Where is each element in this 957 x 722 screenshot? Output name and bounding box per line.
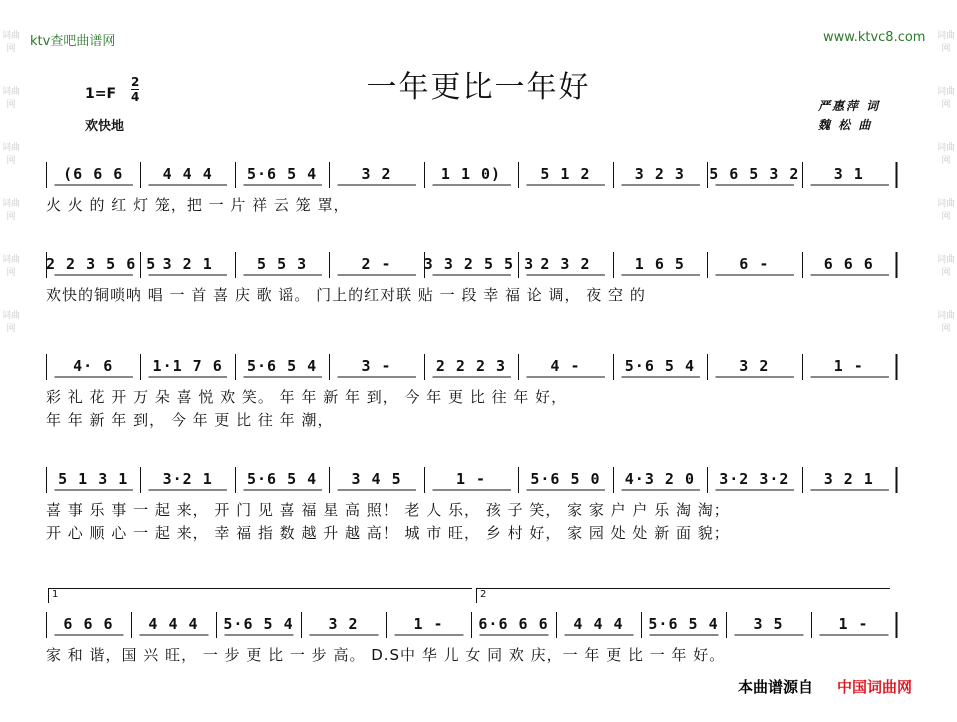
- meter-top: 2: [131, 75, 140, 89]
- measure: 2 3 2: [540, 255, 591, 273]
- measure: 1·1 7 6: [152, 357, 223, 375]
- lyric-line: 开 心 顺 心 一 起 来， 幸 福 指 数 越 升 越 高！ 城 市 旺， 乡 村 好， 家 园 处 处 新 面 貌；: [46, 524, 730, 542]
- measure: 4 4 4: [162, 165, 213, 183]
- measure: 5 6 5 3 2: [709, 165, 800, 183]
- measure: 3 4 5: [351, 470, 402, 488]
- measure: 1 -: [413, 615, 444, 633]
- measure: 3·2 3·2: [719, 470, 790, 488]
- watermark-left: 词曲网 词曲网 词曲网 词曲网 词曲网 词曲网: [1, 31, 20, 334]
- footer-source: 本曲谱源自: [738, 678, 814, 696]
- measure: 5·6 5 4: [246, 357, 318, 375]
- measure: 5 1 2: [540, 165, 591, 183]
- lyric-line: 年 年 新 年 到， 今 年 更 比 往 年 潮，: [46, 411, 334, 429]
- measure: 4·3 2 0: [624, 470, 695, 488]
- measure: 3 2 1: [162, 255, 213, 273]
- barlines: [46, 465, 896, 499]
- measure: 4 4 4: [148, 615, 199, 633]
- measure: 3 2 1: [823, 470, 874, 488]
- volta-1: 1: [48, 588, 472, 603]
- measure: 5·6 5 0: [530, 470, 601, 488]
- measure: 4· 6: [73, 357, 114, 375]
- measure: 3 2: [739, 357, 770, 375]
- site-url-right[interactable]: www.ktvc8.com: [823, 30, 926, 45]
- measure: 3 1: [833, 165, 864, 183]
- key-signature: 1=F: [85, 86, 117, 102]
- barlines: [46, 352, 896, 386]
- measure: 5·6 5 4: [648, 615, 719, 633]
- lyric-line: 火 火 的 红 灯 笼，把 一 片 祥 云 笼 罩，: [46, 196, 350, 214]
- measure: 2 -: [361, 255, 392, 273]
- measure: 6·6 6 6: [478, 615, 549, 633]
- measure: 4 -: [550, 357, 581, 375]
- measure: 5·6 5 4: [246, 165, 318, 183]
- measure: 5·6 5 4: [223, 615, 294, 633]
- measure: (6 6 6: [63, 165, 124, 183]
- lyric-line: 欢快的铜唢呐 唱 一 首 喜 庆 歌 谣。 门上的红对联 贴 一 段 幸 福 论 调， 夜 空 的: [46, 286, 646, 304]
- meter-bottom: 4: [131, 90, 140, 104]
- measure: 3·2 1: [162, 470, 213, 488]
- measure: 5·6 5 4: [246, 470, 318, 488]
- barlines: [46, 160, 896, 194]
- measure: 1 -: [838, 615, 869, 633]
- measure: 5·6 5 4: [624, 357, 695, 375]
- measure: 3 5: [753, 615, 784, 633]
- measure: 1 -: [833, 357, 864, 375]
- lyricist-credit: 严惠萍 词: [818, 99, 881, 113]
- volta-2: 2: [476, 588, 890, 603]
- time-signature: [131, 75, 139, 104]
- barlines: [46, 610, 896, 644]
- measure: 5 1 3 1: [58, 470, 129, 488]
- measure: 1 6 5: [634, 255, 685, 273]
- song-title: 一年更比一年好: [366, 70, 591, 105]
- measure: 5 5 3: [257, 255, 308, 273]
- measure: 1 1 0): [440, 165, 502, 183]
- composer-credit: 魏 松 曲: [818, 118, 873, 132]
- measure: 3 2 3: [634, 165, 685, 183]
- watermark-right: 词曲网 词曲网 词曲网 词曲网 词曲网 词曲网: [936, 31, 955, 334]
- site-name-left[interactable]: ktv查吧曲谱网: [30, 34, 116, 49]
- measure: 4 4 4: [573, 615, 624, 633]
- measure: 6 6 6: [63, 615, 114, 633]
- measure: 6 6 6: [823, 255, 874, 273]
- measure: 1 -: [455, 470, 487, 488]
- measure: 2 2 3 5 6 5: [46, 255, 157, 273]
- lyric-line: 喜 事 乐 事 一 起 来， 开 门 见 喜 福 星 高 照！ 老 人 乐， 孩 子 笑， 家 家 户 户 乐 淘 淘；: [46, 501, 730, 519]
- footer-site-link[interactable]: 中国词曲网: [837, 678, 913, 696]
- measure: 3 3 2 5 5 3: [423, 255, 535, 273]
- measure: 3 -: [361, 357, 392, 375]
- measure: 3 2: [328, 615, 359, 633]
- tempo-marking: 欢快地: [85, 119, 125, 134]
- measure: 3 2: [361, 165, 392, 183]
- barlines: [46, 250, 896, 284]
- measure: 6 -: [739, 255, 770, 273]
- lyric-line: 彩 礼 花 开 万 朵 喜 悦 欢 笑。 年 年 新 年 到， 今 年 更 比 往 年 好，: [46, 388, 568, 406]
- measure: 2 2 2 3: [435, 357, 507, 375]
- lyric-line: 家 和 谐，国 兴 旺， 一 步 更 比 一 步 高。 D.S中 华 儿 女 同 欢 庆，一 年 更 比 一 年 好。: [46, 646, 726, 664]
